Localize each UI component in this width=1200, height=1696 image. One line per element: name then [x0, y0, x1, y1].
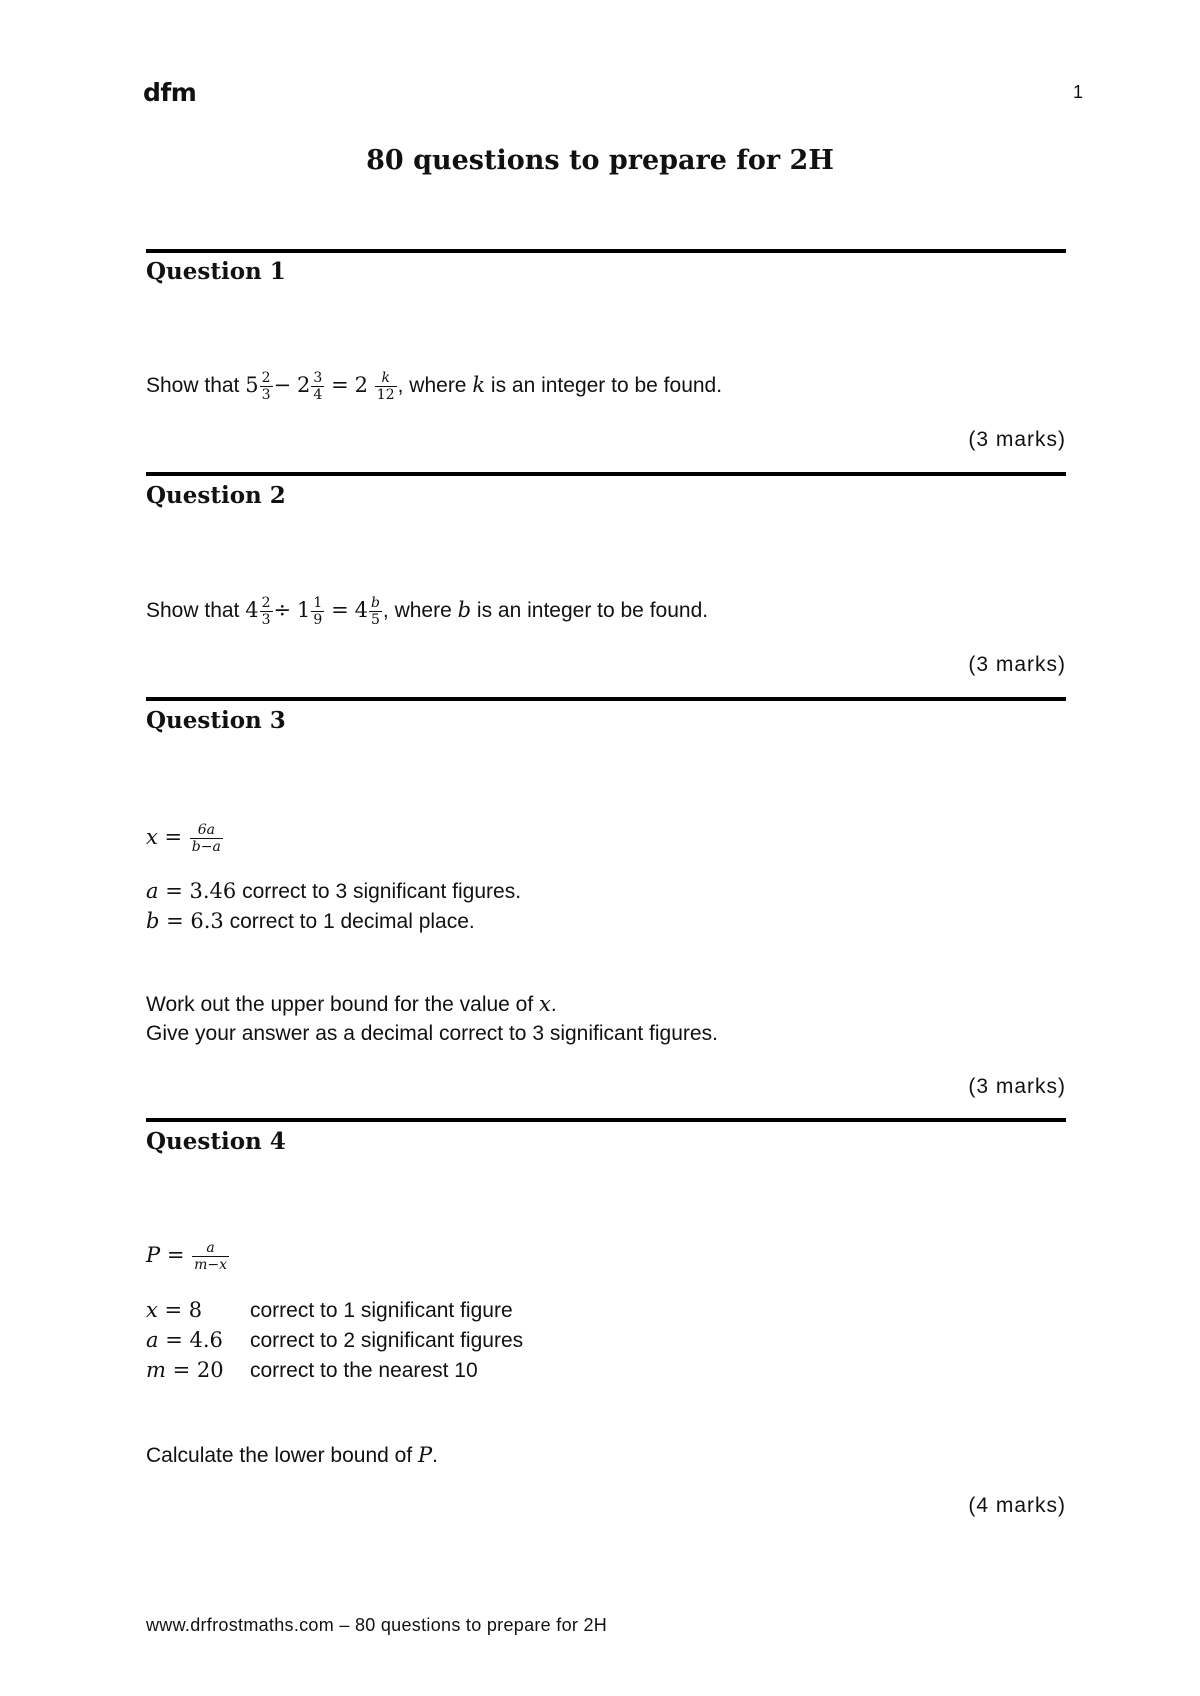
q2-fraction-3 — [369, 595, 382, 628]
q1-f1-num: 2 — [261, 370, 271, 386]
q1-f3-den: 12 — [376, 387, 395, 403]
question-4-condition-3 — [146, 1355, 478, 1386]
q1-whole-3: 2 — [354, 373, 368, 398]
q3-cond2-text: correct to 1 decimal place. — [223, 910, 475, 933]
q1-equals: = — [331, 373, 349, 398]
question-3-marks: (3 marks) — [968, 1075, 1066, 1098]
question-1-divider — [146, 249, 1066, 253]
question-4-condition-2 — [146, 1325, 523, 1356]
question-4-formula — [146, 1240, 230, 1273]
q4-formula-num: a — [206, 1240, 215, 1256]
q3-task1-var: x — [539, 992, 551, 1016]
q2-f3-num: b — [370, 595, 380, 611]
q2-suffix-b: is an integer to be found. — [471, 599, 709, 623]
question-4-marks: (4 marks) — [968, 1494, 1066, 1517]
q4-cond2-text: correct to 2 significant figures — [250, 1329, 524, 1352]
q4-cond3-eq: = 20 — [165, 1358, 224, 1382]
q2-fraction-1 — [260, 595, 273, 628]
q2-suffix-a: , where — [382, 599, 458, 623]
q4-formula-eq: = — [160, 1243, 192, 1268]
q1-suffix-b: is an integer to be found. — [485, 374, 723, 398]
question-3-condition-1 — [146, 876, 521, 907]
q1-f2-num: 3 — [313, 370, 323, 386]
q3-formula-den: b−a — [191, 839, 221, 855]
q3-task1-b: . — [550, 993, 557, 1016]
q4-cond3-var: m — [146, 1358, 166, 1382]
q2-f1-den: 3 — [261, 612, 271, 628]
question-4-condition-1 — [146, 1295, 513, 1326]
q4-cond1-text: correct to 1 significant figure — [250, 1299, 513, 1322]
q4-task-b: . — [432, 1444, 438, 1467]
q1-fraction-3 — [375, 370, 397, 403]
question-2-marks: (3 marks) — [968, 653, 1066, 676]
q4-cond1-eq: = 8 — [157, 1298, 203, 1322]
q1-f2-den: 4 — [313, 387, 323, 403]
question-2-divider — [146, 472, 1066, 476]
question-1-marks: (3 marks) — [968, 428, 1066, 451]
q2-var: b — [457, 598, 472, 623]
q2-whole-2: 1 — [296, 598, 311, 623]
dfm-logo: dfm — [143, 78, 197, 107]
question-3-task-1 — [146, 989, 557, 1020]
q2-operator: ÷ — [273, 598, 292, 623]
q3-task1-a: Work out the upper bound for the value of — [146, 993, 540, 1016]
q3-cond1-text: correct to 3 significant figures. — [236, 880, 522, 903]
q3-formula-num: 6a — [197, 822, 215, 838]
q1-fraction-1 — [260, 370, 273, 403]
q2-f2-num: 1 — [313, 595, 323, 611]
q1-whole-2: 2 — [296, 373, 311, 398]
q1-fraction-2 — [311, 370, 324, 403]
q4-formula-fraction — [192, 1240, 229, 1273]
footer-text: www.drfrostmaths.com – 80 questions to prepare for 2H — [146, 1615, 608, 1635]
question-3-divider — [146, 697, 1066, 701]
question-4-task — [146, 1440, 438, 1471]
q1-operator: − — [273, 373, 292, 398]
q2-f2-den: 9 — [313, 612, 323, 628]
question-3-condition-2 — [146, 906, 475, 937]
q2-f1-num: 2 — [261, 595, 271, 611]
q1-prefix: Show that — [146, 374, 246, 398]
question-3-task-2: Give your answer as a decimal correct to 3 significant figures. — [146, 1022, 718, 1045]
document-title: 80 questions to prepare for 2H — [366, 145, 834, 176]
page-number: 1 — [1072, 82, 1083, 102]
question-4-title: Question 4 — [146, 1128, 286, 1155]
q3-cond1-var: a — [146, 879, 159, 903]
q3-formula-fraction — [190, 822, 223, 855]
question-1-text — [146, 370, 722, 403]
q4-cond1-var: x — [146, 1298, 158, 1322]
q1-f1-den: 3 — [261, 387, 271, 403]
question-4-divider — [146, 1118, 1066, 1122]
q4-cond2-eq: = 4.6 — [158, 1328, 223, 1352]
q4-task-a: Calculate the lower bound of — [146, 1444, 419, 1467]
q2-prefix: Show that — [146, 599, 246, 623]
q1-var: k — [472, 373, 486, 398]
q1-whole-1: 5 — [245, 373, 259, 398]
q4-formula-den: m−x — [194, 1257, 227, 1273]
q2-f3-den: 5 — [369, 611, 382, 628]
question-2-title: Question 2 — [146, 482, 286, 509]
q1-suffix-a: , where — [397, 374, 473, 398]
question-1-title: Question 1 — [146, 258, 286, 285]
q1-f3-num: k — [381, 370, 390, 386]
q4-task-var: P — [418, 1443, 433, 1467]
q3-cond2-eq: = 6.3 — [159, 909, 224, 933]
q4-cond3-text: correct to the nearest 10 — [250, 1359, 478, 1382]
q3-cond1-eq: = 3.46 — [158, 879, 237, 903]
q4-cond2-var: a — [146, 1328, 159, 1352]
q2-whole-3: 4 — [354, 598, 368, 623]
question-3-formula — [146, 822, 224, 855]
q3-formula-lhs: x — [146, 825, 158, 850]
question-3-title: Question 3 — [146, 707, 286, 734]
q2-fraction-2 — [311, 595, 324, 628]
question-2-text — [146, 595, 708, 628]
q4-formula-lhs: P — [146, 1243, 161, 1268]
q2-whole-1: 4 — [245, 598, 259, 623]
q3-cond2-var: b — [146, 909, 160, 933]
q2-equals: = — [331, 598, 349, 623]
q3-formula-eq: = — [157, 825, 189, 850]
